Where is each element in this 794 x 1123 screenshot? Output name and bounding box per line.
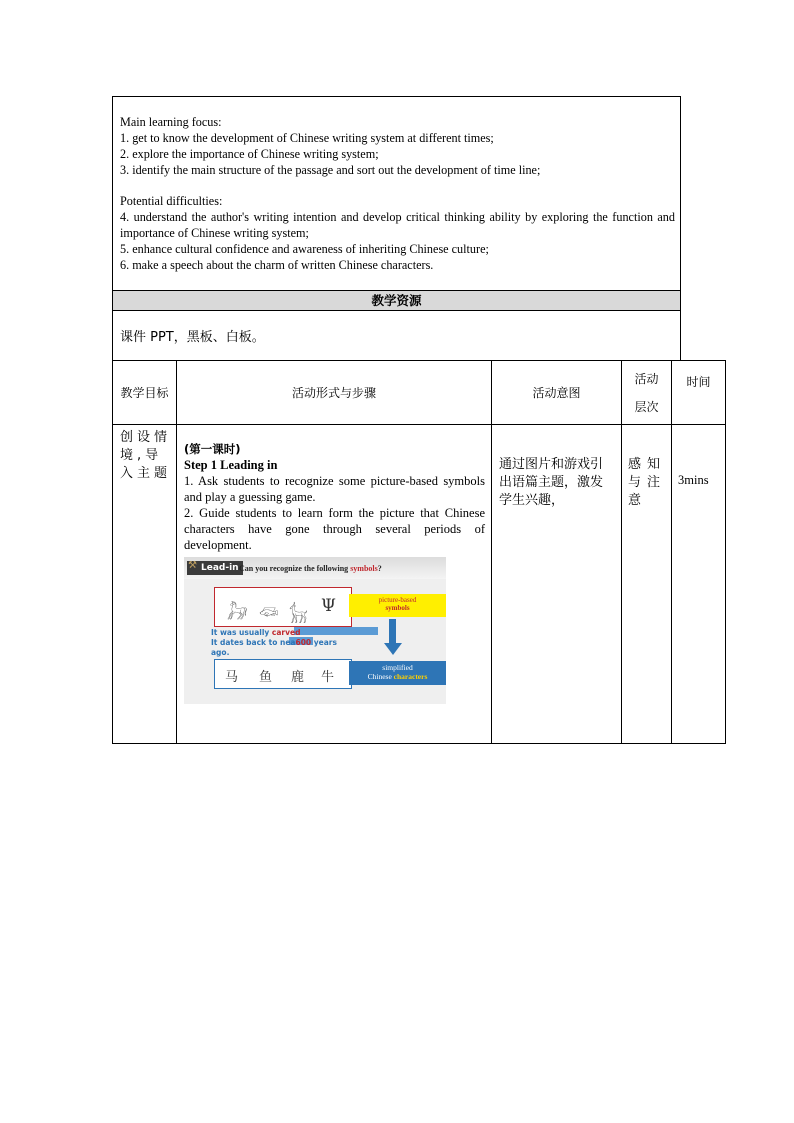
slide-note: It was usually carved It dates back to nea600 years ago.: [211, 628, 337, 657]
cell-steps: [177, 425, 492, 744]
hammer-icon: ⚒: [188, 560, 197, 571]
cell-time: 3mins: [672, 425, 726, 744]
resources-text: 课件 PPT，黑板、白板。: [120, 330, 265, 345]
modern-characters-box: 马 鱼 鹿 牛: [214, 659, 352, 689]
fish-glyph: 𓆛: [259, 604, 279, 624]
header-steps: 活动形式与步骤: [177, 361, 492, 425]
cell-level: 感知与注意: [622, 425, 672, 744]
focus-block: [120, 114, 675, 273]
ox-glyph: Ψ: [321, 596, 336, 616]
focus-item: 3. identify the main structure of the passage and sort out the development of time line;: [120, 163, 541, 177]
difficulties-heading: Potential difficulties:: [120, 194, 223, 208]
table-row: [113, 425, 726, 744]
deer-glyph: 𓃴: [289, 604, 308, 624]
lead-in-label: Lead-in: [187, 561, 243, 575]
header-level: 活动层次: [622, 361, 672, 425]
header-intent: 活动意图: [492, 361, 622, 425]
focus-heading: Main learning focus:: [120, 115, 222, 129]
activity-table: [112, 360, 726, 744]
header-time: 时间: [672, 361, 726, 425]
objectives-box: [112, 96, 681, 360]
difficulty-item: 4. understand the author's writing intention and develop critical thinking ability by exploring the function and importance of Chinese writing system;: [120, 210, 675, 240]
down-arrow-icon: [389, 619, 396, 645]
slide-question: Can you recognize the following symbols?: [239, 564, 382, 573]
cell-intent: 通过图片和游戏引出语篇主题，激发学生兴趣，: [492, 425, 622, 744]
ancient-symbols-box: [214, 587, 352, 627]
step-item: 1. Ask students to recognize some picture-based symbols and play a guessing game.: [184, 474, 485, 504]
step-title: Step 1 Leading in: [184, 458, 278, 472]
difficulty-item: 5. enhance cultural confidence and awareness of inheriting Chinese culture;: [120, 242, 489, 256]
cell-objective: 创设情境,导入主题: [113, 425, 177, 744]
lead-in-slide-image: [184, 557, 446, 704]
focus-item: 2. explore the importance of Chinese writing system;: [120, 147, 379, 161]
table-header-row: [113, 361, 726, 425]
picture-based-label: picture-based symbols: [349, 594, 446, 617]
lesson-label: (第一课时): [184, 442, 241, 456]
horse-glyph: 𓃗: [227, 604, 248, 624]
resources-title: 教学资源: [113, 290, 680, 311]
step-item: 2. Guide students to learn form the picture that Chinese characters have gone through several periods of development.: [184, 506, 485, 552]
focus-item: 1. get to know the development of Chinese writing system at different times;: [120, 131, 494, 145]
simplified-label: simplified Chinese characters: [349, 661, 446, 685]
header-objective: 教学目标: [113, 361, 177, 425]
difficulty-item: 6. make a speech about the charm of written Chinese characters.: [120, 258, 434, 272]
